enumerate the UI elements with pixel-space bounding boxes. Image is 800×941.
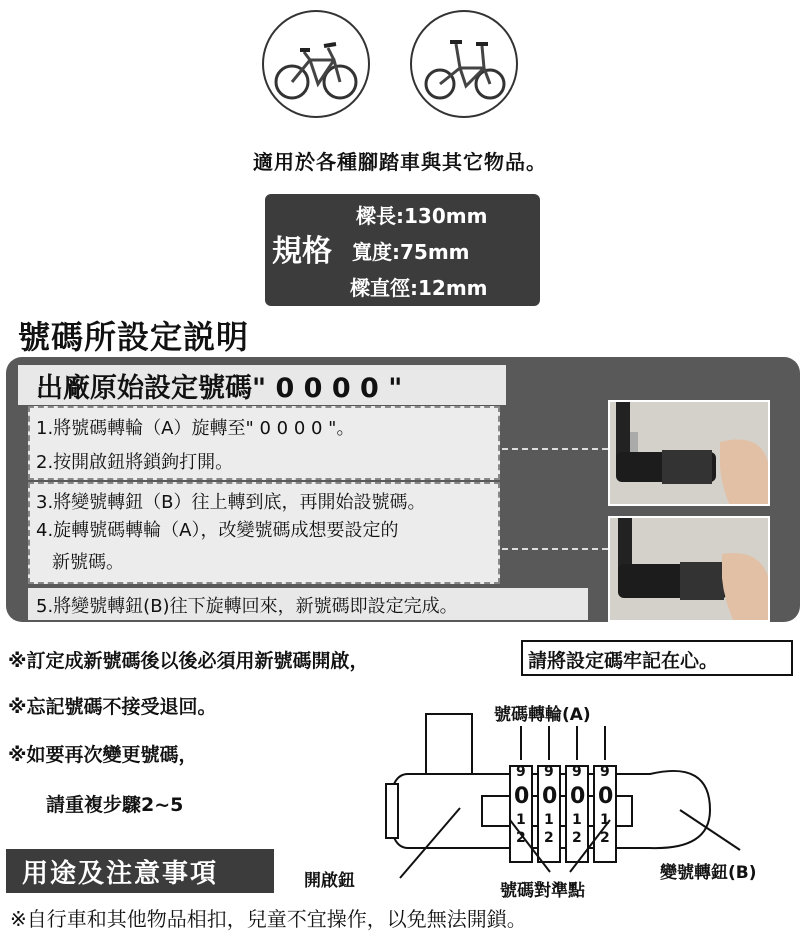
wheel-digit-main-3: 0 <box>570 784 586 809</box>
change-knob-label: 變號轉鈕(B) <box>660 863 757 883</box>
wheel-digit-2-4: 2 <box>600 830 610 846</box>
spec-length: 樑長:130mm <box>356 204 488 228</box>
step-2: 2.按開啟鈕將鎖鉤打開。 <box>36 452 234 473</box>
spec-diameter: 樑直徑:12mm <box>350 276 488 300</box>
wheel-digit-1-2: 1 <box>544 812 554 828</box>
folding-bicycle-icon <box>412 12 516 116</box>
wheel-label: 號碼轉輪(A) <box>494 705 591 725</box>
step-1: 1.將號碼轉輪（A）旋轉至" 0 0 0 0 "。 <box>36 418 355 439</box>
spec-label: 規格 <box>272 234 332 269</box>
lock-photo-1 <box>608 400 770 506</box>
factory-code-text: 出廠原始設定號碼" 0 0 0 0 " <box>36 373 403 404</box>
wheel-digit-top-2: 9 <box>544 764 554 780</box>
bicycle-image-2 <box>410 10 518 118</box>
suitable-text: 適用於各種腳踏車與其它物品。 <box>253 150 547 174</box>
wheel-digit-top-4: 9 <box>600 764 610 780</box>
wheel-digit-2-1: 2 <box>516 830 526 846</box>
step-4-cont: 新號碼。 <box>52 552 124 573</box>
wheel-digit-top-3: 9 <box>572 764 582 780</box>
note-remember: 請將設定碼牢記在心。 <box>528 650 719 672</box>
note-repeat-steps: 請重複步驟2~5 <box>46 794 184 816</box>
open-button-label: 開啟鈕 <box>304 871 355 891</box>
wheel-digit-top-1: 9 <box>516 764 526 780</box>
connector-line-1 <box>502 448 608 450</box>
lock-photo-2 <box>608 516 770 622</box>
wheel-digit-1-3: 1 <box>572 812 582 828</box>
wheel-digit-1-1: 1 <box>516 812 526 828</box>
note-change-again: ※如要再次變更號碼， <box>8 744 198 766</box>
wheel-digit-2-2: 2 <box>544 830 554 846</box>
usage-title: 用途及注意事項 <box>22 859 219 889</box>
connector-line-2 <box>502 548 608 550</box>
spec-width: 寬度:75mm <box>352 240 470 264</box>
wheel-digit-main-2: 0 <box>542 784 558 809</box>
wheel-digit-main-4: 0 <box>598 784 614 809</box>
note-must-use: ※訂定成新號碼後以後必須用新號碼開啟， <box>8 650 369 672</box>
step-5: 5.將變號轉鈕(B)往下旋轉回來，新號碼即設定完成。 <box>36 596 458 617</box>
wheel-digit-2-3: 2 <box>572 830 582 846</box>
bicycle-icon <box>264 12 368 116</box>
step-4: 4.旋轉號碼轉輪（A），改變號碼成想要設定的 <box>36 520 399 541</box>
note-no-return: ※忘記號碼不接受退回。 <box>8 696 217 718</box>
wheel-digit-main-1: 0 <box>514 784 530 809</box>
section-title: 號碼所設定説明 <box>18 318 250 356</box>
step-3: 3.將變號轉鈕（B）往上轉到底，再開始設號碼。 <box>36 492 426 513</box>
bicycle-image-1 <box>262 10 370 118</box>
align-point-label: 號碼對準點 <box>500 881 585 901</box>
usage-text: ※自行車和其他物品相扣，兒童不宜操作，以免無法開鎖。 <box>10 907 527 931</box>
wheel-digit-1-4: 1 <box>600 812 610 828</box>
